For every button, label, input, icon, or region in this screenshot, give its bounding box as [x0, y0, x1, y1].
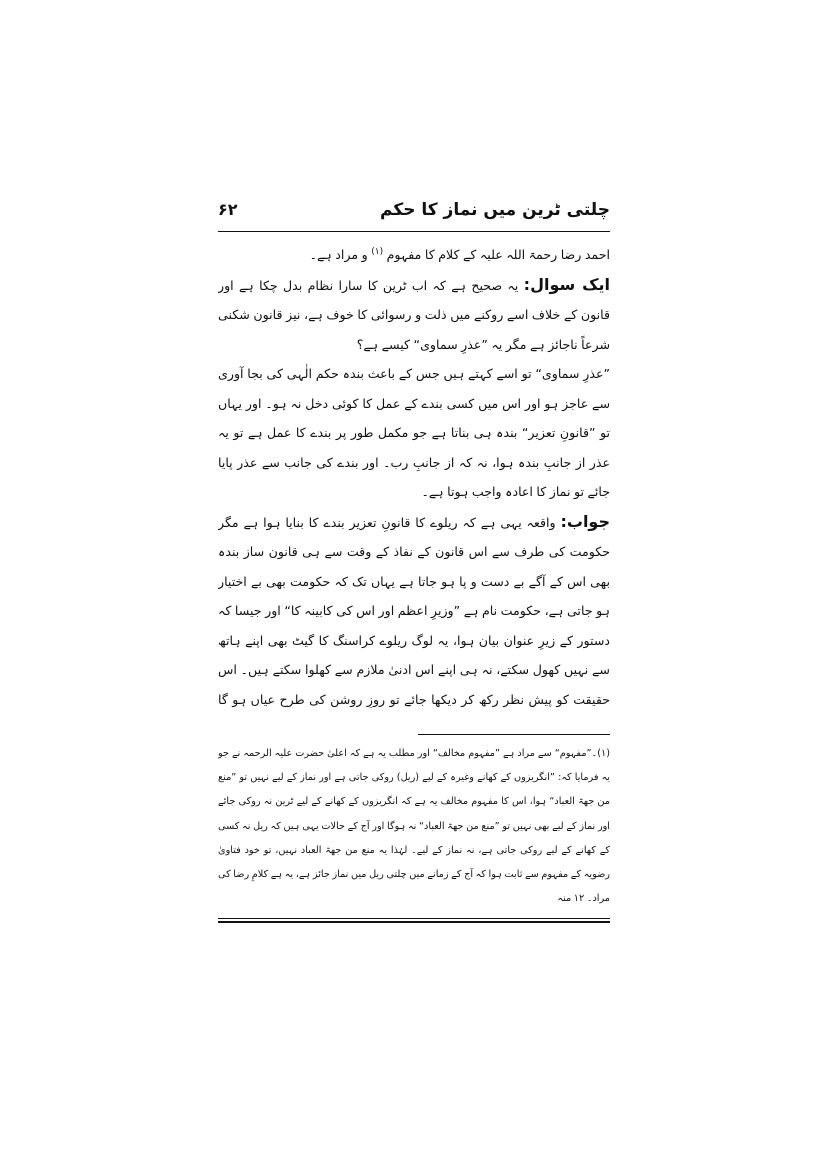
intro-end: و مراد ہے۔: [309, 247, 368, 263]
answer-text: واقعہ یہی ہے کہ ریلوے کا قانونِ تعزیر بندے کا بنایا ہوا ہے مگر حکومت کی طرف سے اس قانون کے نفاذ کے وقت سے ہی قانون ساز بندہ بھی اس کے آگے بے دست و پا ہو جاتا ہے یہاں تک کہ حکومت بھی بے اختیار ہو جاتی ہے، حکومت نام ہے ”وزیرِ اعظم اور اس کی کابینہ کا“ اور جیسا کہ دستور کے زیرِ عنوان بیان ہوا، یہ لوگ ریلوے کراسنگ کا گیٹ بھی اپنے ہاتھ سے نہیں کھول سکتے، نہ ہی اپنے اس ادنیٰ ملازم سے کھلوا سکتے ہیں۔ اس حقیقت کو پیشِ نظر رکھ کر دیکھا جائے تو روزِ روشن کی طرح عیاں ہو گا: [218, 514, 610, 707]
page-number: ۶۲: [218, 200, 238, 219]
question-paragraph: [218, 270, 610, 360]
running-title: چلتی ٹرین میں نماز کا حکم: [379, 200, 610, 220]
footnote-separator: [418, 734, 610, 735]
answer-paragraph: [218, 507, 610, 708]
bottom-rule-thin: [218, 918, 610, 919]
bottom-rule-thick: [218, 921, 610, 923]
question-label: ایک سوال:: [523, 274, 610, 294]
footnote-ref[interactable]: (۱): [371, 247, 384, 257]
footnote: [218, 742, 610, 913]
explanation-paragraph: ”عذرِ سماوی“ تو اسے کہتے ہیں جس کے باعث بندہ حکم الٰہی کی بجا آوری سے عاجز ہو اور اس میں کسی بندے کے عمل کا کوئی دخل نہ ہو۔ اور یہاں تو ”قانونِ تعزیر“ بندہ ہی بناتا ہے جو مکمل طور پر بندے کا عمل ہے تو یہ عذر از جانبِ بندہ ہوا، نہ کہ از جانبِ رب۔ اور بندے کی جانب سے عذر پایا جائے تو نماز کا اعادہ واجب ہوتا ہے۔: [218, 366, 610, 500]
main-text: [218, 238, 610, 708]
intro-text: احمد رضا رحمۃ اللہ علیہ کے کلام کا مفہوم: [386, 247, 610, 263]
footnote-text: (۱)۔”مفہوم“ سے مراد ہے ”مفہوم مخالف“ اور مطلب یہ ہے کہ اعلیٰ حضرت علیہ الرحمہ نے جو یہ فرمایا کہ: ”انگریزوں کے کھانے وغیرہ کے لیے (ریل) روکی جاتی ہے اور نماز کے لیے نہیں تو ”منع من جھۃ العباد“ ہوا، اس کا مفہوم مخالف یہ ہے کہ انگریزوں کے کھانے کے لیے ٹرین نہ روکی جائے اور نماز کے لیے بھی نہیں تو ”منع من جھۃ العباد“ نہ ہوگا اور آج کے حالات یہی ہیں کہ ریل نہ کسی کے کھانے کے لیے روکی جاتی ہے، نہ نماز کے لیے۔ لہٰذا یہ منع من جھۃ العباد نہیں، تو خود فتاویٰ رضویہ کے مفہوم سے ثابت ہوا کہ آج کے زمانے میں چلتی ریل میں نماز جائز ہے، یہ ہے کلامِ رضا کی مراد۔ ۱۲ منہ: [218, 748, 610, 905]
answer-label: جواب:: [560, 511, 610, 531]
running-header: [218, 196, 610, 230]
header-rule: [218, 231, 610, 232]
intro-paragraph: [218, 238, 610, 270]
question-text: یہ صحیح ہے کہ اب ٹرین کا سارا نظام بدل چکا ہے اور قانون کے خلاف اسے روکنے میں ذلت و رسوائی کا خوف ہے، نیز قانون شکنی شرعاً ناجائز ہے مگر یہ ”عذرِ سماوی“ کیسے ہے؟: [218, 277, 610, 352]
